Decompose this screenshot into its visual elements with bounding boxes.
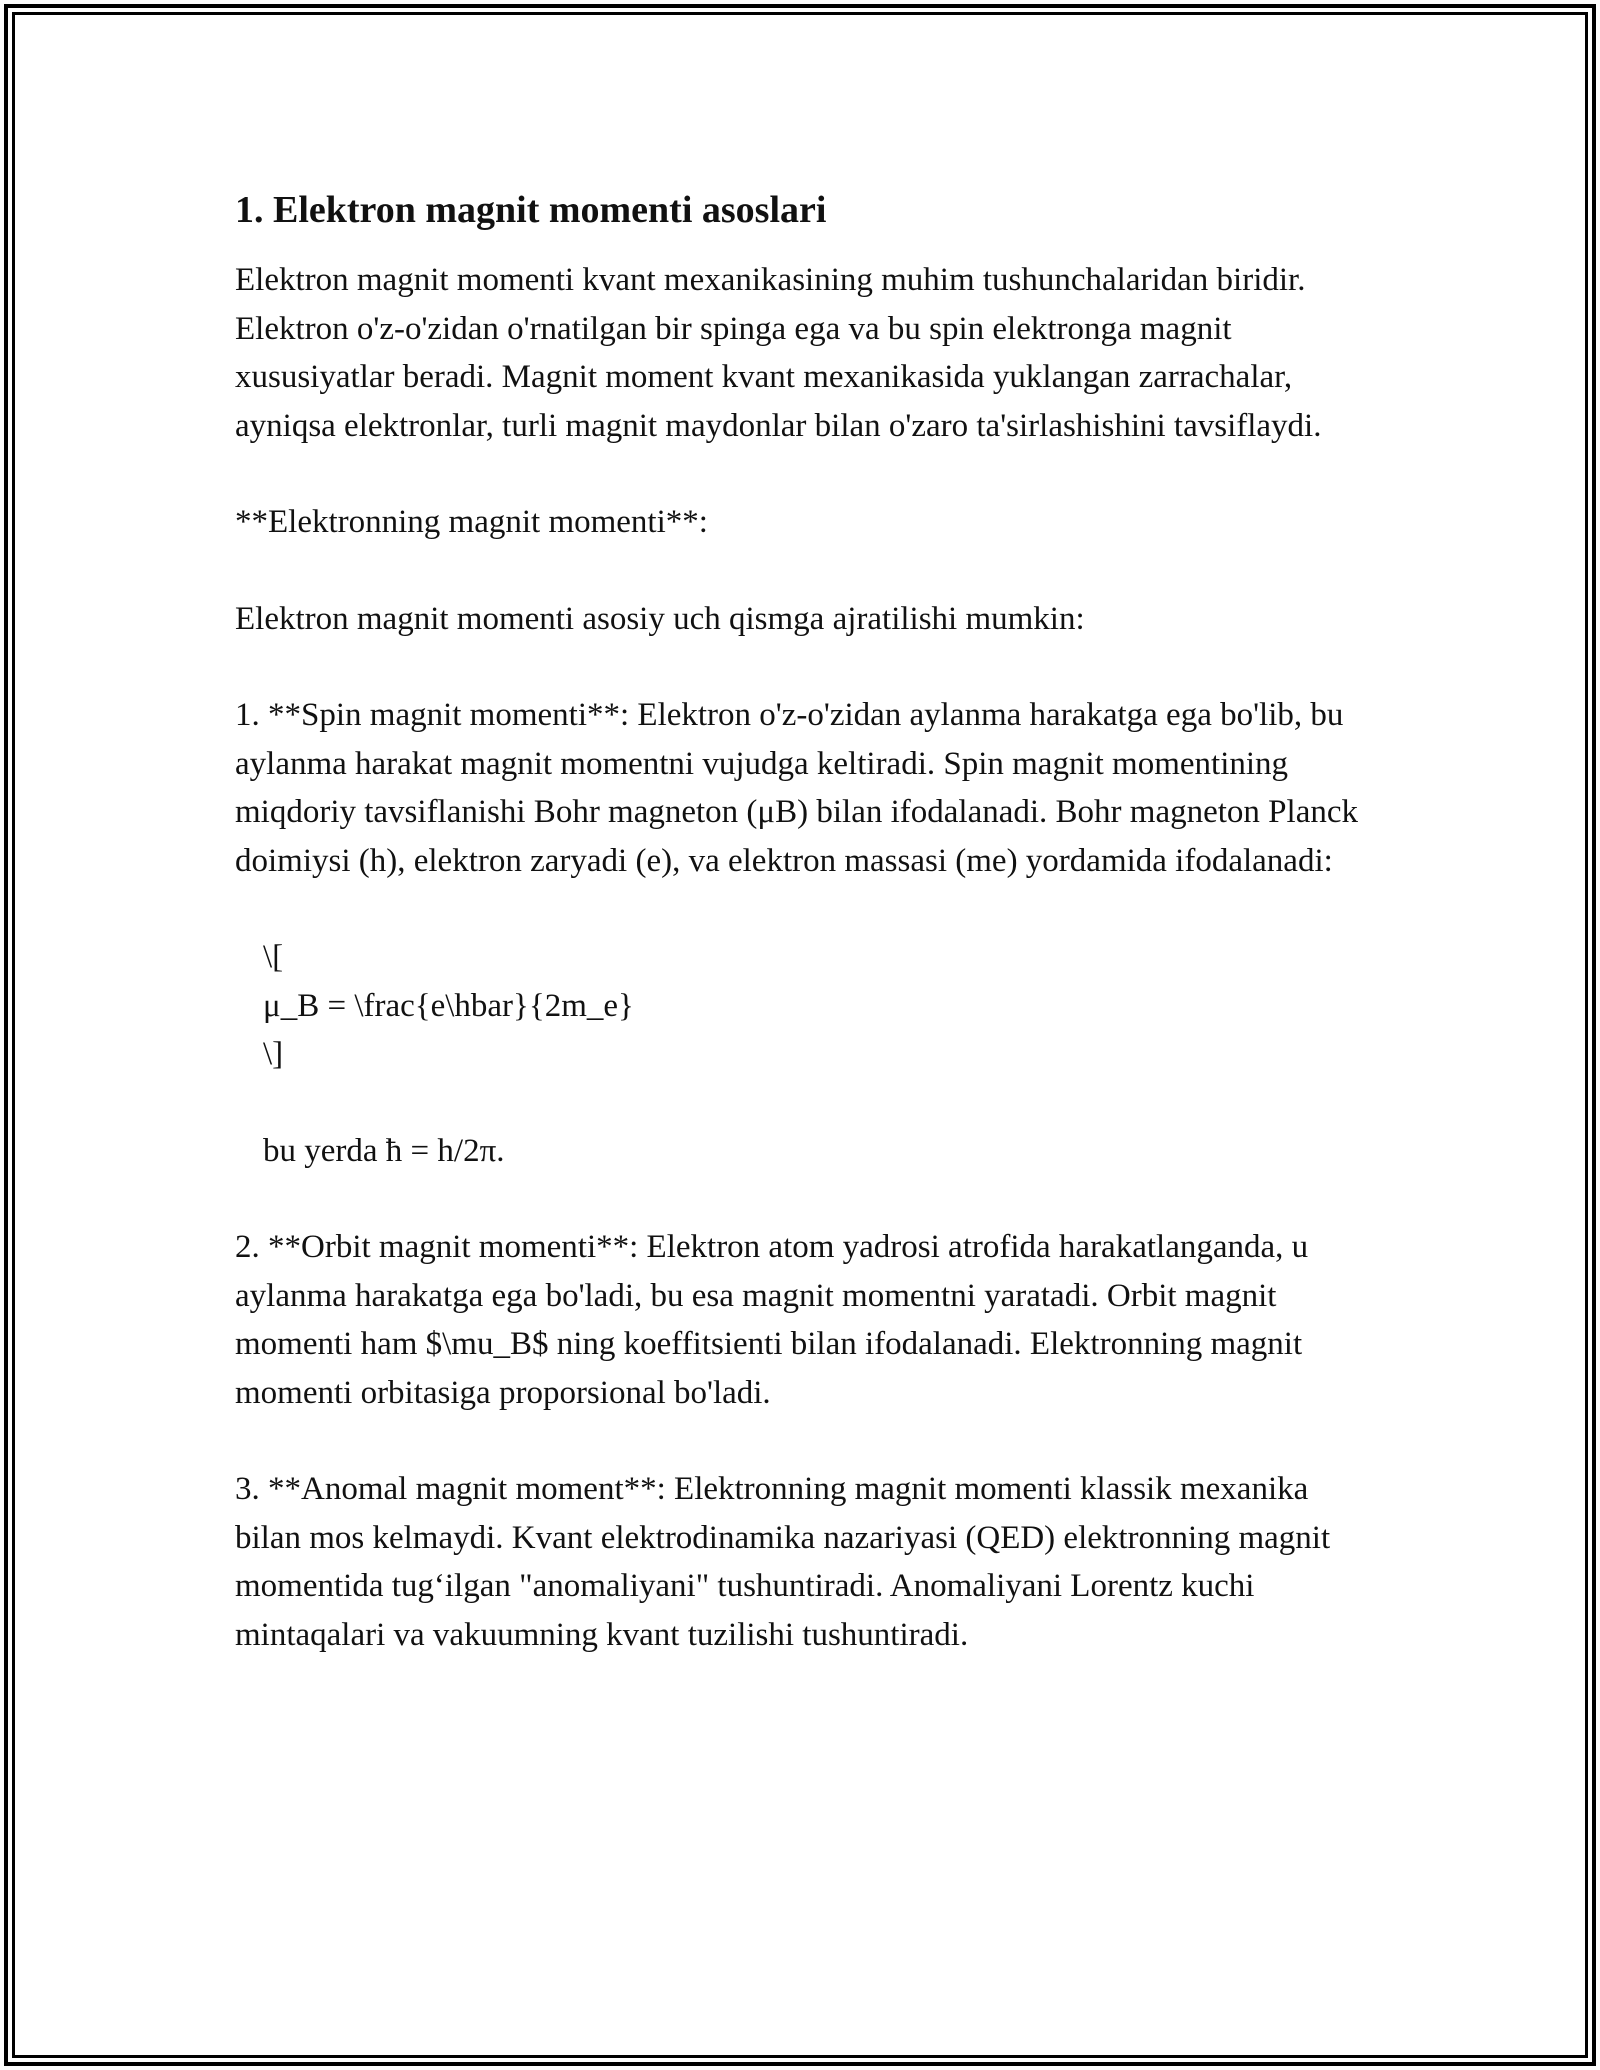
lead-paragraph: Elektron magnit momenti asosiy uch qismga ajratilishi mumkin:	[235, 600, 1085, 637]
list-item-anomal: 3. **Anomal magnit moment**: Elektronning magnit momenti klassik mexanika bilan mos kelmaydi. Kvant elektrodinamika nazariyasi (QED) elektronning magnit momentida tug‘ilgan "anomaliyani" tushuntiradi. Anomaliyani Lorentz kuchi mintaqalari va vakuumning kvant tuzilishi tushuntiradi.	[235, 1471, 1331, 1653]
formula-block	[235, 933, 1375, 1079]
list-item-spin: 1. **Spin magnit momenti**: Elektron o'z-o'zidan aylanma harakatga ega bo'lib, bu aylanma harakat magnit momentni vujudga keltiradi. Spin magnit momentining miqdoriy tavsiflanishi Bohr magneton (μB) bilan ifodalanadi. Bohr magneton Planck doimiysi (h), elektron zaryadi (e), va elektron massasi (me) yordamida ifodalanadi:	[235, 697, 1358, 879]
formula-note: bu yerda ħ = h/2π.	[263, 1132, 505, 1169]
formula-close: \]	[263, 1036, 284, 1072]
intro-paragraph: Elektron magnit momenti kvant mexanikasining muhim tushunchalaridan biridir. Elektron o'z-o'zidan o'rnatilgan bir spinga ega va bu spin elektronga magnit xususiyatlar beradi. Magnit moment kvant mexanikasida yuklangan zarrachalar, ayniqsa elektronlar, turli magnit maydonlar bilan o'zaro ta'sirlashishini tavsiflaydi.	[235, 262, 1322, 444]
document-body	[235, 184, 1375, 1707]
subheading: **Elektronning magnit momenti**:	[235, 504, 708, 540]
formula-body: μ_B = \frac{e\hbar}{2m_e}	[263, 987, 634, 1024]
list-item-orbit: 2. **Orbit magnit momenti**: Elektron atom yadrosi atrofida harakatlanganda, u aylanma harakatga ega bo'ladi, bu esa magnit momentni yaratadi. Orbit magnit momenti ham $\mu_B$ ning koeffitsienti bilan ifodalanadi. Elektronning magnit momenti orbitasiga proporsional bo'ladi.	[235, 1229, 1309, 1411]
formula-open: \[	[263, 939, 284, 975]
section-title: 1. Elektron magnit momenti asoslari	[235, 189, 827, 231]
